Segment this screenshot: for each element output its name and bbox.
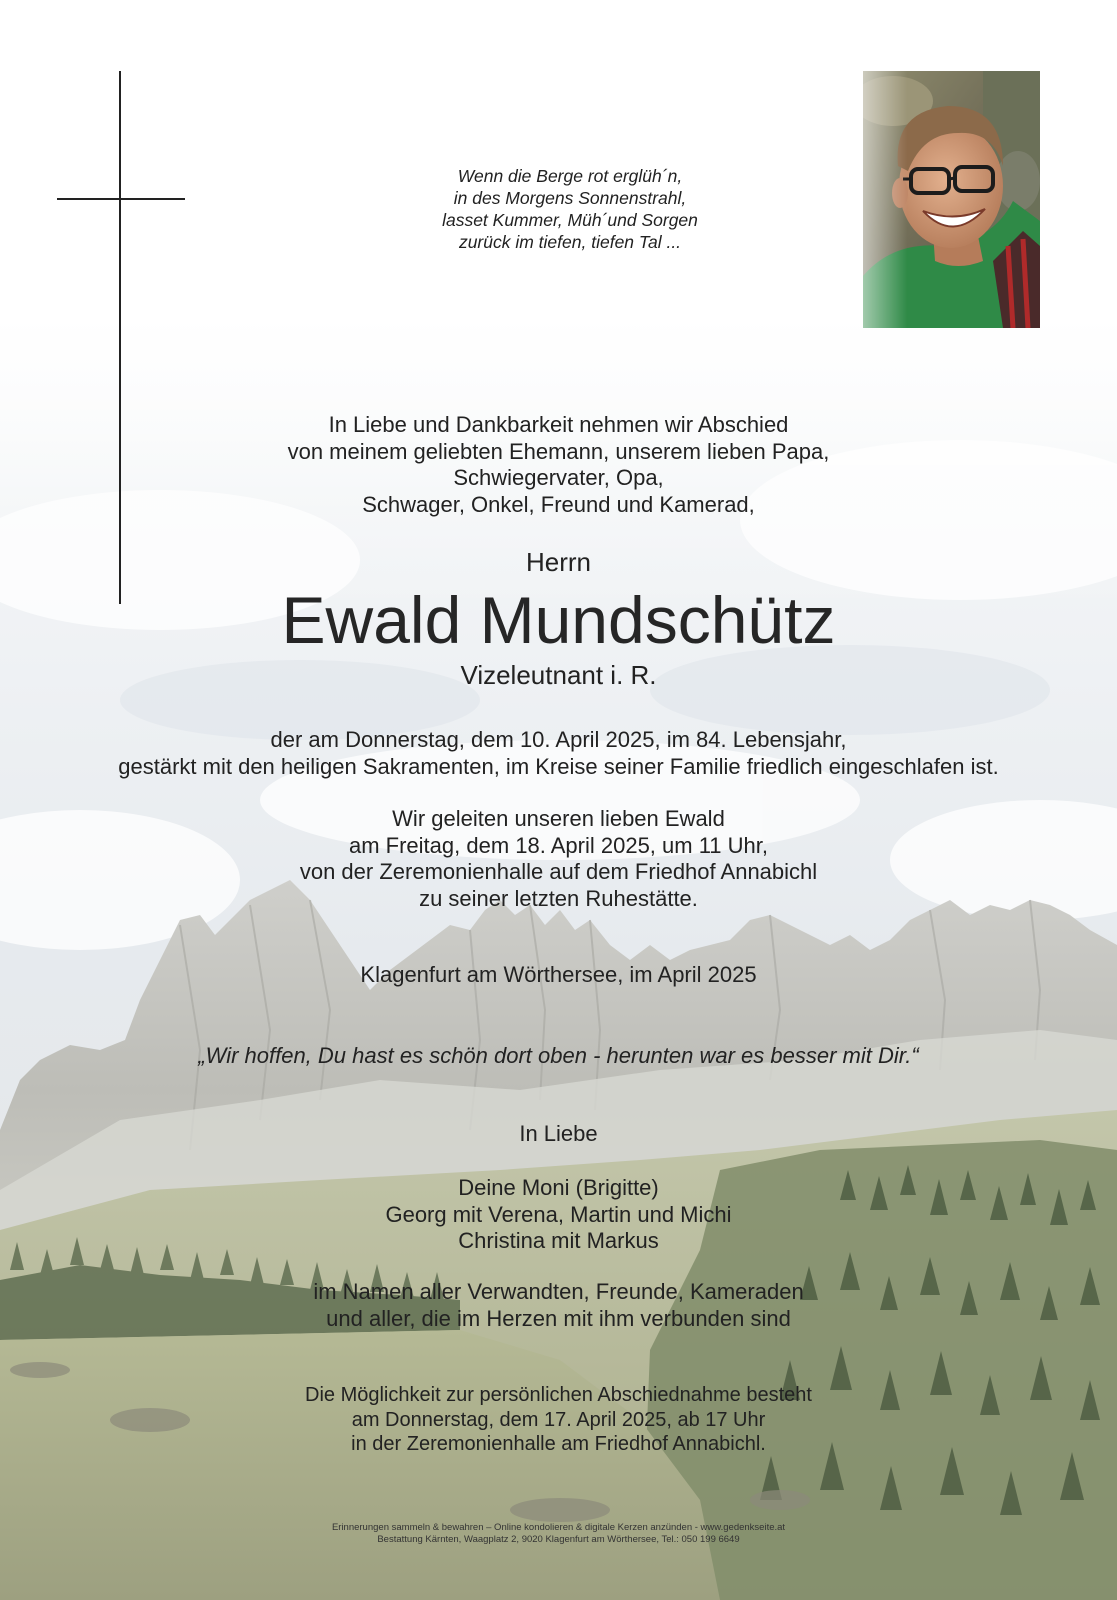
opening-verse <box>360 165 780 253</box>
verse-line: zurück im tiefen, tiefen Tal ... <box>458 232 682 252</box>
cross-vertical-bar <box>119 71 121 604</box>
on-behalf-line: im Namen aller Verwandten, Freunde, Kameraden <box>313 1279 804 1304</box>
funeral-details <box>0 806 1117 912</box>
place-and-date: Klagenfurt am Wörthersee, im April 2025 <box>360 962 757 987</box>
cross-horizontal-bar <box>57 198 185 200</box>
on-behalf-line: und aller, die im Herzen mit ihm verbunden sind <box>326 1305 791 1331</box>
viewing-line: in der Zeremonienhalle am Friedhof Annabichl. <box>351 1433 766 1455</box>
intro-line: Schwiegervater, Opa, <box>453 465 664 490</box>
honorific: Herrn <box>525 547 591 577</box>
verse-line: Wenn die Berge rot erglüh´n, <box>457 166 683 186</box>
deceased-name: Ewald Mundschütz <box>281 583 836 657</box>
portrait-photo <box>863 71 1040 328</box>
viewing-line: Die Möglichkeit zur persönlichen Abschiednahme besteht <box>305 1384 812 1406</box>
footer-line: Erinnerungen sammeln & bewahren – Online kondolieren & digitale Kerzen anzünden - www.gedenkseite.at <box>331 1522 786 1533</box>
family-line: Georg mit Verena, Martin und Michi <box>385 1201 732 1227</box>
intro-line: In Liebe und Dankbarkeit nehmen wir Abschied <box>328 412 789 437</box>
intro-line: Schwager, Onkel, Freund und Kamerad, <box>362 491 755 517</box>
deceased-rank: Vizeleutnant i. R. <box>460 660 657 690</box>
farewell-intro <box>0 412 1117 518</box>
family-line: Deine Moni (Brigitte) <box>458 1175 659 1200</box>
in-love-closing: In Liebe <box>519 1121 598 1146</box>
funeral-line: Wir geleiten unseren lieben Ewald <box>392 806 725 831</box>
intro-line: von meinem geliebten Ehemann, unserem lieben Papa, <box>287 438 830 464</box>
footer-line: Bestattung Kärnten, Waagplatz 2, 9020 Klagenfurt am Wörthersee, Tel.: 050 199 6649 <box>377 1534 740 1545</box>
death-line: gestärkt mit den heiligen Sakramenten, im Kreise seiner Familie friedlich eingeschlafen ist. <box>118 753 999 779</box>
funeral-line: am Freitag, dem 18. April 2025, um 11 Uhr, <box>348 832 769 858</box>
viewing-line: am Donnerstag, dem 17. April 2025, ab 17 Uhr <box>351 1408 766 1431</box>
family-line: Christina mit Markus <box>458 1228 659 1253</box>
footer-imprint <box>0 1522 1117 1546</box>
viewing-details <box>0 1383 1117 1457</box>
funeral-line: zu seiner letzten Ruhestätte. <box>419 885 698 911</box>
on-behalf-of <box>0 1279 1117 1332</box>
death-line: der am Donnerstag, dem 10. April 2025, im 84. Lebensjahr, <box>270 727 847 752</box>
verse-line: lasset Kummer, Müh´und Sorgen <box>442 210 698 230</box>
family-members <box>0 1175 1117 1255</box>
memorial-quote: „Wir hoffen, Du hast es schön dort oben - herunten war es besser mit Dir.“ <box>198 1043 919 1068</box>
funeral-line: von der Zeremonienhalle auf dem Friedhof Annabichl <box>299 859 818 884</box>
death-notice <box>0 727 1117 780</box>
verse-line: in des Morgens Sonnenstrahl, <box>453 188 687 208</box>
